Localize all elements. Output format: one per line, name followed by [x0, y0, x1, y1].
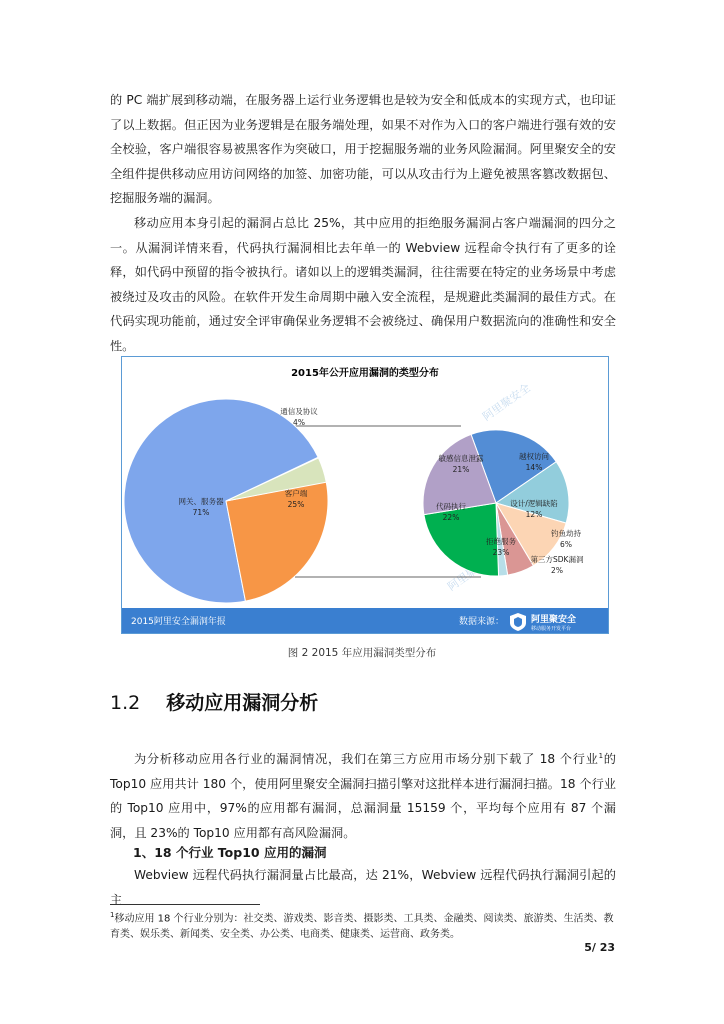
watermark-1: 阿里聚安全 [480, 381, 533, 424]
footer-left-text: 2015阿里安全漏洞年报 [131, 617, 226, 627]
paragraph-industry-scan-text-a: 为分析移动应用各行业的漏洞情况，我们在第三方应用市场分别下载了 18 个行业 [134, 752, 599, 767]
footnote-reference: 1 [598, 752, 604, 760]
paragraph-client-vulns: 移动应用本身引起的漏洞占总比 25%，其中应用的拒绝服务漏洞占客户端漏洞的四分之一。从漏洞详情来看，代码执行漏洞相比去年单一的 Webview 远程命令执行有了更多的诠释，如代码中预留的指令被执行。诸如以上的逻辑类漏洞，往往需要在特定的业务场景中考虑被绕过及攻击的风险。在软件开发生命周期中融入安全流程，是规避此类漏洞的最佳方式。在代码实现功能前，通过安全评审确保业务逻辑不会被绕过、确保用户数据流向的准确性和安全性。 [110, 216, 616, 353]
footer-brand-sub: 移动服务开发平台 [531, 626, 572, 632]
page-number: 5/ 23 [584, 941, 615, 954]
footer-source-text: 数据来源： [459, 617, 505, 627]
secondary-slice-label-1: 越权访问 14% [519, 452, 549, 472]
chart-title: 2015年公开应用漏洞的类型分布 [291, 368, 439, 379]
secondary-slice-label-5: 拒绝服务 23% [486, 537, 516, 557]
paragraph-webview: Webview 远程代码执行漏洞量占比最高，达 21%，Webview 远程代码执行漏洞引起的主 [110, 868, 616, 907]
section-heading [110, 688, 318, 715]
secondary-slice-label-3: 钓鱼劫持 6% [551, 529, 581, 549]
figure-caption: 图 2 2015 年应用漏洞类型分布 [287, 647, 437, 659]
footnote-divider [110, 904, 260, 905]
secondary-slice-label-6: 代码执行 22% [436, 502, 466, 522]
main-slice-label-2: 通信及协议 4% [280, 407, 318, 427]
footnote [110, 907, 616, 943]
secondary-slice-label-2: 设计/逻辑缺陷 12% [510, 499, 558, 519]
sub-heading: 1、18 个行业 Top10 应用的漏洞 [133, 845, 327, 860]
paragraph-industry-scan [110, 744, 616, 845]
vulnerability-type-figure [121, 356, 609, 634]
vulnerability-pie-chart [121, 356, 609, 634]
main-slice-label-1: 客户端 25% [284, 489, 308, 509]
footer-brand: 阿里聚安全 [531, 615, 577, 625]
paragraph-industry-scan-text-b: 的 Top10 应用共计 180 个，使用阿里聚安全漏洞扫描引擎对这批样本进行漏洞扫描。18 个行业的 Top10 应用中，97%的应用都有漏洞，总漏洞量 15159 个，平均每个应用有 87 个漏洞，且 23%的 Top10 应用都有高风险漏洞。 [110, 752, 616, 840]
section-number: 1.2 [110, 692, 141, 714]
section-title: 移动应用漏洞分析 [166, 692, 319, 714]
secondary-slice-label-4: 第三方SDK漏洞 2% [530, 555, 584, 575]
secondary-slice-label-0: 敏感信息泄露 21% [438, 454, 484, 474]
footnote-text: 移动应用 18 个行业分别为：社交类、游戏类、影音类、摄影类、工具类、金融类、阅读类、旅游类、生活类、教育类、娱乐类、新闻类、安全类、办公类、电商类、健康类、运营商、政务类。 [110, 913, 614, 941]
main-slice-label-0: 网关、服务器 71% [178, 497, 224, 517]
paragraph-intro: 的 PC 端扩展到移动端，在服务器上运行业务逻辑也是较为安全和低成本的实现方式，也印证了以上数据。但正因为业务逻辑是在服务端处理，如果不对作为入口的客户端进行强有效的安全校验，客户端很容易被黑客作为突破口，用于挖掘服务端的业务风险漏洞。阿里聚安全的安全组件提供移动应用访问网络的加签、加密功能，可以从攻击行为上避免被黑客篡改数据包、挖掘服务端的漏洞。 [110, 93, 616, 205]
footnote-mark: 1 [110, 911, 115, 919]
